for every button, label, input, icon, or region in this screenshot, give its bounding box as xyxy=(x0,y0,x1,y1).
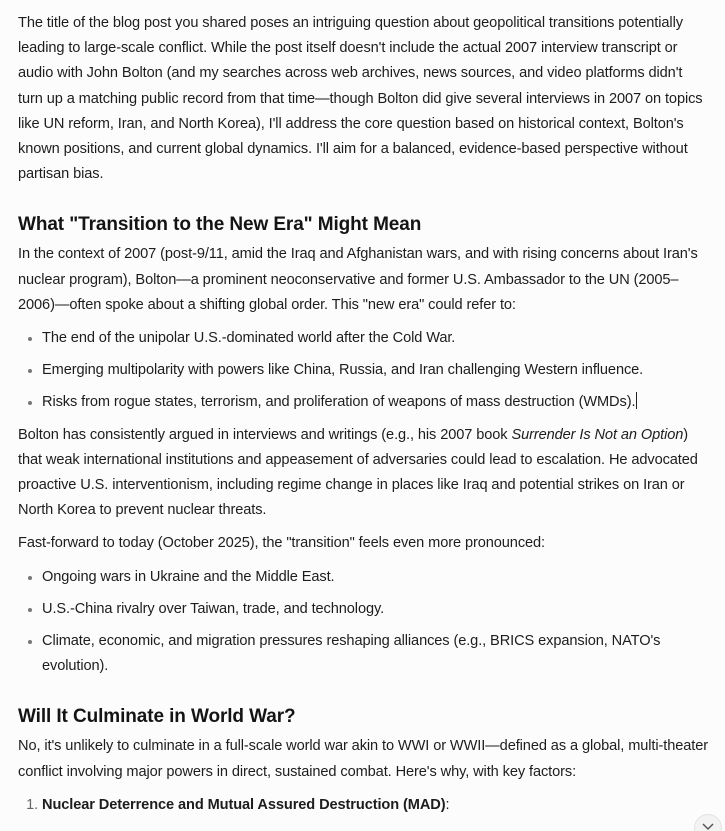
new-era-list xyxy=(18,326,708,416)
section-heading-world-war: Will It Culminate in World War? xyxy=(18,706,296,728)
book-title: Surrender Is Not an Option xyxy=(511,426,684,443)
list-item: • Climate, economic, and migration pressures reshaping alliances (e.g., BRICS expansion, NATO's evolution). xyxy=(42,629,708,679)
section-heading-new-era: What "Transition to the New Era" Might Mean xyxy=(18,214,422,236)
chevron-down-icon xyxy=(702,823,714,831)
response-content xyxy=(18,11,708,825)
list-item: • Emerging multipolarity with powers like China, Russia, and Iran challenging Western influence. xyxy=(42,358,708,383)
text-cursor xyxy=(636,392,637,409)
list-item: • U.S.-China rivalry over Taiwan, trade, and technology. xyxy=(42,597,708,622)
today-list xyxy=(18,565,708,680)
world-war-paragraph: No, it's unlikely to culminate in a full-scale world war akin to WWI or WWII—defined as a global, multi-theater conflict involving major powers in direct, sustained combat. Here's why, with key factors: xyxy=(18,738,709,780)
intro-paragraph: The title of the blog post you shared poses an intriguing question about geopolitical transitions potentially leading to large-scale conflict. While the post itself doesn't include the actual 2007 interview transcript or audio with John Bolton (and my searches across web archives, news sources, and video platforms didn't turn up a matching public record from that time—though Bolton did give several interviews in 2007 on topics like UN reform, Iran, and North Korea), I'll address the core question based on historical context, Bolton's known positions, and current global dynamics. I'll aim for a balanced, evidence-based perspective without partisan bias. xyxy=(18,15,703,183)
list-item: • Ongoing wars in Ukraine and the Middle East. xyxy=(42,565,708,590)
factors-list xyxy=(18,793,708,818)
context-paragraph: In the context of 2007 (post-9/11, amid the Iraq and Afghanistan wars, and with rising concerns about Iran's nuclear program), Bolton—a prominent neoconservative and former U.S. Ambassador to the UN (2005–2006)—often spoke about a shifting global order. This "new era" could refer to: xyxy=(18,246,698,313)
scroll-to-bottom-button[interactable] xyxy=(694,814,722,831)
list-item: • The end of the unipolar U.S.-dominated world after the Cold War. xyxy=(42,326,708,351)
list-item: • Risks from rogue states, terrorism, and proliferation of weapons of mass destruction (WMDs). xyxy=(42,390,708,415)
factor-title: Nuclear Deterrence and Mutual Assured Destruction (MAD) xyxy=(42,796,446,813)
bolton-paragraph: Bolton has consistently argued in interviews and writings (e.g., his 2007 book Surrender Is Not an Option) that weak international institutions and appeasement of adversaries could lead to escalation. He advocated proactive U.S. interventionism, including regime change in places like Iraq and potential strikes on Iran or North Korea to prevent nuclear threats. xyxy=(18,426,698,519)
list-item: 1. Nuclear Deterrence and Mutual Assured Destruction (MAD): xyxy=(42,793,708,818)
fast-forward-paragraph: Fast-forward to today (October 2025), the "transition" feels even more pronounced: xyxy=(18,535,546,552)
